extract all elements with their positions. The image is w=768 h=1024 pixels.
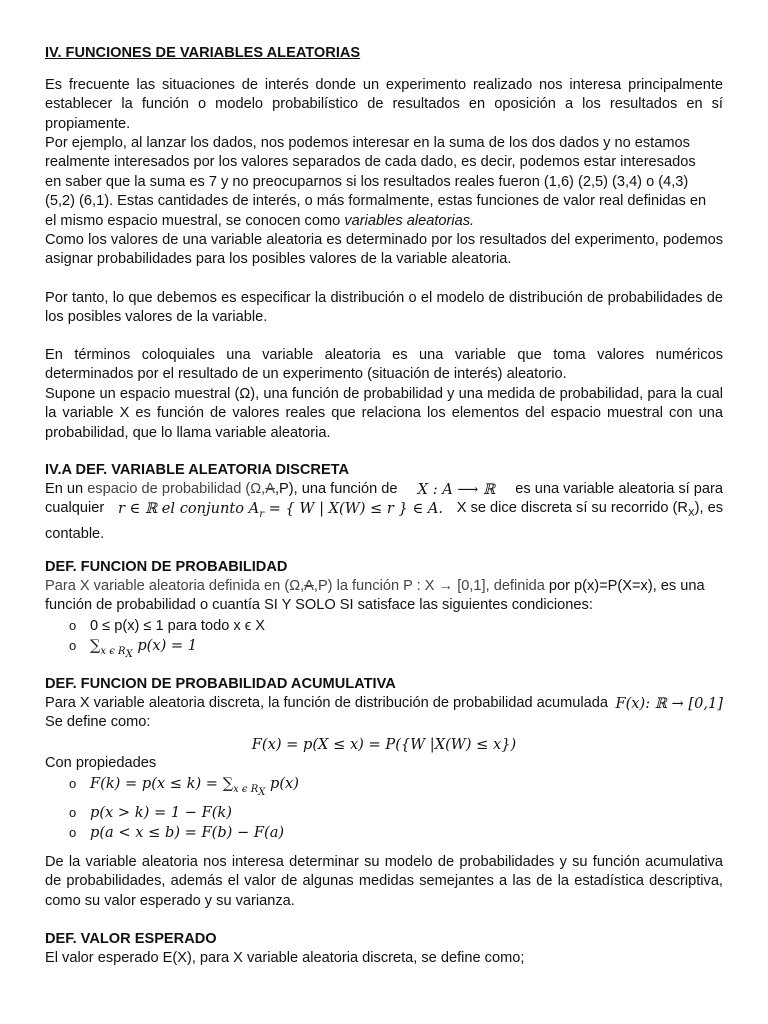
condition-1 [45, 616, 723, 636]
sum-subsubscript: X [258, 786, 266, 798]
intro-p2-line-4: (5,2) (6,1). Estas cantidades de interés, o más formalmente, estas funciones de valor real definidas en [45, 193, 707, 210]
condition-2-rest: p(x) = 1 [132, 636, 198, 654]
acumulativa-formula: F(x) = p(X ≤ x) = P({W |X(W) ≤ x}) [251, 735, 517, 753]
discreta-definition [45, 480, 723, 544]
sum-subscript-text: x ϵ R [100, 645, 126, 657]
intro-paragraph-3: Como los valores de una variable aleatoria es determinado por los resultados del experimento, podemos asignar probabilidades para los posibles valores de la variable aleatoria. [45, 232, 723, 268]
funcion-prob-l1-a: Para X variable aleatoria definida en (Ω, [45, 578, 305, 594]
discreta-l2-sub: r [259, 509, 264, 521]
funcion-prob-line-2: función de probabilidad o cuantía SI Y SOLO SI satisface las siguientes condiciones: [45, 597, 593, 614]
property-3 [45, 823, 723, 843]
sum-subscript-text: x ϵ R [233, 783, 259, 795]
intro-p2-line-2: realmente interesados por los valores separados de cada dado, es decir, podemos estar interesados [45, 154, 696, 171]
property-2 [45, 803, 723, 823]
sigma-algebra-symbol: A [265, 481, 275, 497]
funcion-prob-conditions [45, 616, 723, 665]
discreta-line-3: contable. [45, 525, 105, 542]
acumulativa-line-2: Se define como: [45, 714, 151, 731]
intro-p2-line-1: Por ejemplo, al lanzar los dados, nos podemos interesar en la suma de los dos dados y no estamos [45, 135, 690, 151]
discreta-l2-c: ), es [694, 500, 723, 517]
property-2-formula: p(x > k) = 1 − F(k) [90, 803, 232, 821]
discreta-l1-d: ,P), una función de [274, 481, 398, 497]
sum-subscript [233, 783, 266, 798]
outro-paragraph: De la variable aleatoria nos interesa determinar su modelo de probabilidades y su función acumulativa de probabilidades, además el valor de algunas medidas semejantes a las de la estadística descriptiva, como su valor esperado y su varianza. [45, 854, 723, 909]
bullet-icon: o [69, 824, 77, 840]
property-1-b: p(x) [265, 774, 299, 792]
sum-subsubscript: X [125, 648, 133, 660]
intro-p2-line-5-text: el mismo espacio muestral, se conocen como [45, 212, 345, 229]
intro-paragraph-1: Es frecuente las situaciones de interés donde un experimento realizado nos interesa principalmente establecer la función o modelo probabilístico de resultados en oposición a los resultados en sí propiamente. [45, 77, 723, 132]
acumulativa-properties [45, 774, 723, 843]
discreta-l1-a: En un [45, 481, 84, 497]
property-1-formula [90, 774, 299, 798]
discreta-line-2 [45, 499, 723, 524]
acumulativa-definition [45, 694, 723, 843]
funcion-prob-title: DEF. FUNCION DE PROBABILIDAD [45, 559, 288, 575]
discreta-l2-sub2: X [687, 508, 695, 520]
discreta-l1-e: es una variable aleatoria sí para [515, 481, 723, 497]
property-1 [45, 774, 723, 803]
properties-label: Con propiedades [45, 755, 157, 772]
acumulativa-l1-math: F(x): ℝ → [0,1] [615, 695, 723, 712]
intro-paragraph-6: Supone un espacio muestral (Ω), una función de probabilidad y una medida de probabilidad, para la cual la variable X es función de valores reales que relaciona los elementos del espacio muestral con una probabilidad, que lo llama variable aleatoria. [45, 386, 723, 441]
discreta-l2-math-b: = { W | X(W) ≤ r } ∈ A. [264, 500, 444, 518]
intro-p2-line-3: en saber que la suma es 7 y no preocuparnos si los resultados reales fueron (1,6) (2,5) (3,4) o (4,3) [45, 173, 689, 190]
valor-esperado-title: DEF. VALOR ESPERADO [45, 931, 217, 947]
funcion-prob-l1-d: por p(x)=P(X=x), es una [544, 578, 705, 594]
funcion-prob-line-1 [45, 577, 723, 596]
property-1-a: F(k) = p(x ≤ k) = [90, 774, 223, 792]
section-title: IV. FUNCIONES DE VARIABLES ALEATORIAS [45, 45, 361, 61]
bullet-icon: o [69, 775, 77, 791]
discreta-line-1 [45, 480, 723, 499]
discreta-l2-math [118, 499, 443, 524]
funcion-prob-l1-c: ,P) la función P : X → [0,1], definida [313, 578, 545, 594]
condition-2 [45, 636, 723, 665]
discreta-l2-b: X se dice discreta sí su recorrido (R [456, 500, 688, 517]
condition-1-text: 0 ≤ p(x) ≤ 1 para todo x ϵ X [90, 617, 265, 634]
sum-symbol: ∑ [90, 636, 101, 654]
discreta-l2-math-a: r ∈ ℝ el conjunto A [117, 500, 260, 518]
funcion-prob-definition [45, 577, 723, 665]
sigma-algebra-symbol-2: A [304, 578, 314, 594]
discreta-l1-math: X : A ⟶ ℝ [417, 481, 496, 498]
condition-2-formula [90, 636, 198, 660]
bullet-icon: o [69, 637, 77, 653]
sum-subscript [100, 645, 133, 660]
intro-p2-emphasis: variables aleatorias. [344, 212, 475, 229]
sum-symbol: ∑ [222, 774, 234, 792]
intro-paragraph-5: En términos coloquiales una variable aleatoria es una variable que toma valores numéricos determinados por el resultado de un experimento (situación de interés) aleatorio. [45, 347, 723, 383]
acumulativa-l1-a: Para X variable aleatoria discreta, la función de distribución de probabilidad acumulada [45, 695, 609, 711]
acumulativa-title: DEF. FUNCION DE PROBABILIDAD ACUMULATIVA [45, 676, 396, 692]
bullet-icon: o [69, 617, 77, 633]
discreta-l1-b: espacio de probabilidad (Ω, [83, 481, 266, 497]
intro-paragraph-4: Por tanto, lo que debemos es especificar la distribución o el modelo de distribución de probabilidades de los posibles valores de la variable. [45, 290, 723, 326]
intro-p2-line-5 [45, 212, 723, 231]
acumulativa-line-1 [45, 694, 723, 713]
bullet-icon: o [69, 804, 77, 820]
discreta-title: IV.A DEF. VARIABLE ALEATORIA DISCRETA [45, 462, 350, 478]
valor-esperado-line: El valor esperado E(X), para X variable aleatoria discreta, se define como; [45, 950, 525, 966]
intro-paragraph-2 [45, 134, 723, 231]
discreta-l2-a: cualquier [45, 500, 105, 517]
property-3-formula: p(a < x ≤ b) = F(b) − F(a) [90, 823, 285, 841]
